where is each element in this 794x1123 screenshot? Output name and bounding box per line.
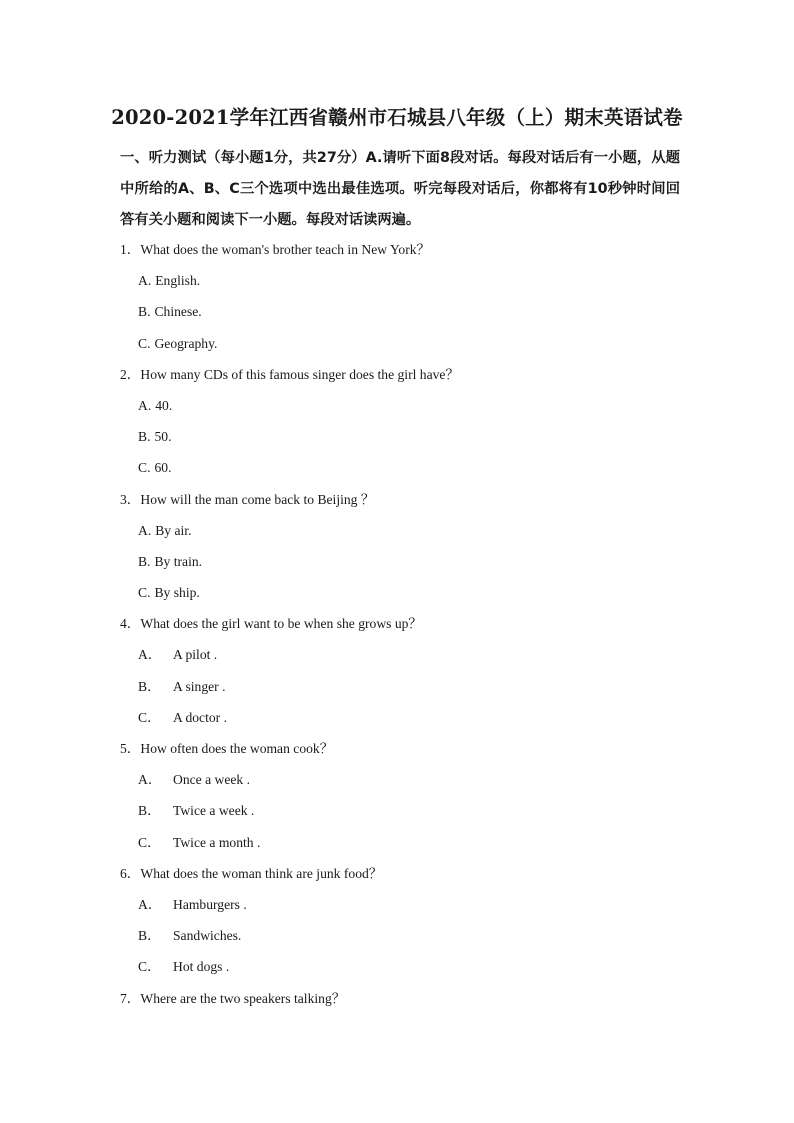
option-letter: A. <box>138 397 152 413</box>
question-stem <box>120 484 680 515</box>
answer-option <box>120 452 680 483</box>
section-heading: 一、听力测试（每小题1分，共27分）A.请听下面8段对话。每段对话后有一小题，从题中所给的A、B、C三个选项中选出最佳选项。听完每段对话后，你都将有10秒钟时间回答有关小题和阅读下一小题。每段对话读两遍。 <box>120 150 680 228</box>
question-stem <box>120 983 680 1014</box>
question-number: 7． <box>120 990 141 1006</box>
option-text: Twice a week . <box>173 803 255 819</box>
question-stem <box>120 359 680 390</box>
answer-option <box>120 639 680 670</box>
question-number: 1． <box>120 242 141 257</box>
option-letter: A. <box>138 522 152 538</box>
option-text: English. <box>155 273 201 289</box>
option-letter: A． <box>138 896 162 912</box>
option-text: Sandwiches. <box>173 928 242 944</box>
question-text: How often does the woman cook？ <box>140 741 334 756</box>
question-text: How will the man come back to Beijing ？ <box>140 491 375 507</box>
option-text: By air. <box>155 522 192 538</box>
answer-option <box>120 764 680 795</box>
question-list <box>120 234 680 1014</box>
option-letter: A． <box>138 772 162 788</box>
answer-option <box>120 951 680 982</box>
question-text: What does the woman's brother teach in New York？ <box>140 242 431 257</box>
option-letter: B. <box>138 553 151 569</box>
answer-option <box>120 296 680 327</box>
option-letter: C． <box>138 834 161 850</box>
option-text: 40. <box>155 397 173 413</box>
answer-option <box>120 515 680 546</box>
question-number: 2． <box>120 366 141 382</box>
option-text: Once a week . <box>173 772 250 788</box>
answer-option <box>120 920 680 951</box>
option-letter: C． <box>138 709 161 725</box>
question-text: What does the woman think are junk food？ <box>140 865 383 881</box>
answer-option <box>120 390 680 421</box>
option-letter: B． <box>138 803 161 819</box>
answer-option <box>120 702 680 733</box>
question-number: 4． <box>120 616 141 632</box>
option-letter: B． <box>138 678 161 694</box>
answer-option <box>120 795 680 826</box>
option-letter: B. <box>138 429 151 445</box>
question-text: What does the girl want to be when she grows up？ <box>140 616 423 632</box>
question-stem <box>120 858 680 889</box>
question-text: How many CDs of this famous singer does the girl have？ <box>140 366 460 382</box>
option-text: Chinese. <box>154 304 202 320</box>
answer-option <box>120 889 680 920</box>
answer-option <box>120 671 680 702</box>
option-text: A doctor . <box>173 709 227 725</box>
option-letter: C. <box>138 585 151 601</box>
answer-option <box>120 421 680 452</box>
option-text: 60. <box>154 460 172 476</box>
answer-option <box>120 328 680 359</box>
option-letter: C. <box>138 460 151 476</box>
answer-option <box>120 577 680 608</box>
option-text: Hamburgers . <box>173 896 247 912</box>
question-number: 3． <box>120 491 141 507</box>
option-text: By train. <box>154 553 203 569</box>
option-text: Hot dogs . <box>173 959 230 975</box>
question-stem <box>120 608 680 639</box>
option-letter: A． <box>138 647 162 663</box>
option-letter: A. <box>138 273 152 289</box>
option-text: A singer . <box>173 678 226 694</box>
option-letter: C． <box>138 959 161 975</box>
option-text: A pilot . <box>173 647 218 663</box>
option-letter: B． <box>138 928 161 944</box>
answer-option <box>120 827 680 858</box>
option-text: By ship. <box>154 585 200 601</box>
question-stem <box>120 234 680 265</box>
question-number: 5． <box>120 741 141 756</box>
option-text: 50. <box>154 429 172 445</box>
question-stem <box>120 733 680 764</box>
question-number: 6． <box>120 865 141 881</box>
answer-option <box>120 265 680 296</box>
exam-title: 2020-2021学年江西省赣州市石城县八年级（上）期末英语试卷 <box>111 106 683 129</box>
option-letter: C. <box>138 335 151 351</box>
option-text: Geography. <box>154 335 218 351</box>
option-letter: B. <box>138 304 151 320</box>
question-text: Where are the two speakers talking？ <box>140 990 346 1006</box>
option-text: Twice a month . <box>173 834 261 850</box>
answer-option <box>120 546 680 577</box>
